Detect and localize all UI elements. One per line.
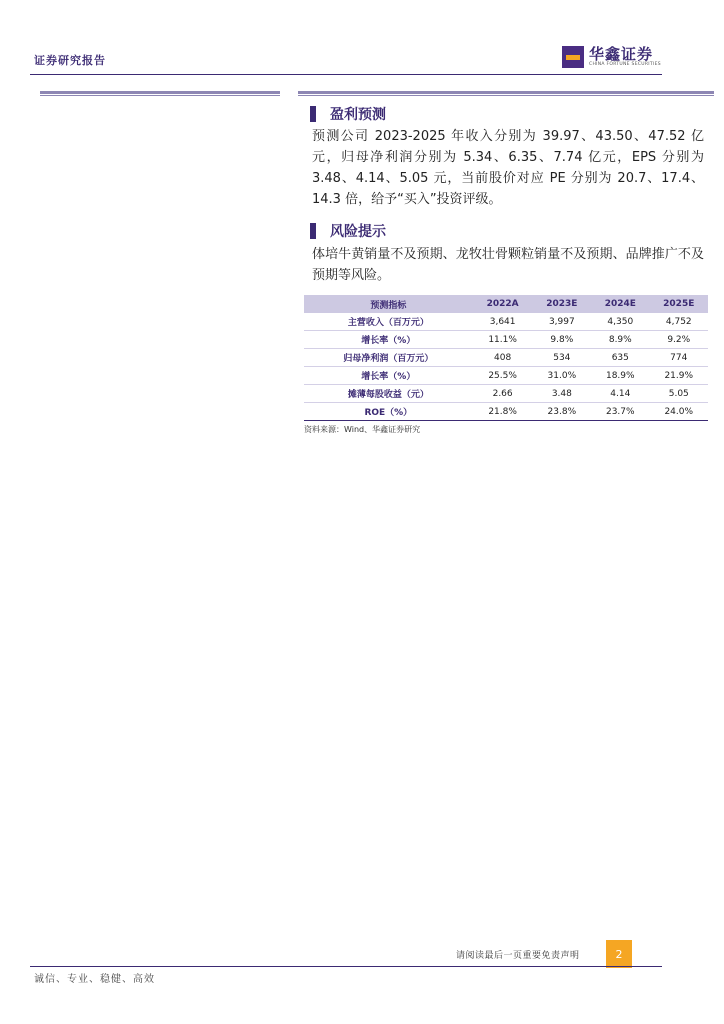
disclaimer-link[interactable]: 请阅读最后一页重要免责声明 — [456, 951, 580, 961]
table-row — [304, 331, 708, 349]
forecast-table — [304, 295, 708, 421]
company-logo — [562, 46, 661, 68]
table-header-cell: 2024E — [591, 295, 649, 313]
table-cell: 8.9% — [591, 331, 649, 349]
table-cell: 24.0% — [650, 403, 708, 421]
row-label: 增长率（%） — [304, 331, 473, 349]
table-row — [304, 349, 708, 367]
row-label: 主营收入（百万元） — [304, 313, 473, 331]
table-cell: 9.8% — [533, 331, 591, 349]
table-cell: 11.1% — [473, 331, 533, 349]
table-cell: 21.8% — [473, 403, 533, 421]
main-divider — [298, 91, 714, 94]
table-cell: 774 — [650, 349, 708, 367]
report-type-label: 证券研究报告 — [34, 54, 106, 67]
forecast-section-title — [310, 104, 386, 124]
risk-paragraph: 体培牛黄销量不及预期、龙牧壮骨颗粒销量不及预期、品牌推广不及预期等风险。 — [312, 247, 704, 283]
table-cell: 635 — [591, 349, 649, 367]
row-label: ROE（%） — [304, 403, 473, 421]
table-cell: 9.2% — [650, 331, 708, 349]
logo-subtext: CHINA FORTUNE SECURITIES — [589, 62, 661, 67]
table-cell: 4,350 — [591, 313, 649, 331]
forecast-paragraph: 预测公司 2023-2025 年收入分别为 39.97、43.50、47.52 亿元，归母净利润分别为 5.34、6.35、7.74 亿元，EPS 分别为 3.48、4.14、5.05 元，当前股价对应 PE 分别为 20.7、17.4、14.3 倍，给予“买入”投资评级。 — [312, 129, 704, 207]
table-cell: 4,752 — [650, 313, 708, 331]
row-label: 摊薄每股收益（元） — [304, 385, 473, 403]
header-divider — [30, 74, 662, 75]
table-row — [304, 367, 708, 385]
table-cell: 21.9% — [650, 367, 708, 385]
table-header-row — [304, 295, 708, 313]
risk-section-title — [310, 221, 386, 241]
table-cell: 25.5% — [473, 367, 533, 385]
section-marker-icon — [310, 223, 316, 239]
table-cell: 18.9% — [591, 367, 649, 385]
footer-motto: 诚信、专业、稳健、高效 — [34, 974, 155, 985]
table-cell: 3,641 — [473, 313, 533, 331]
table-cell: 23.8% — [533, 403, 591, 421]
table-cell: 3.48 — [533, 385, 591, 403]
table-cell: 31.0% — [533, 367, 591, 385]
table-source-note: 资料来源：Wind、华鑫证券研究 — [304, 425, 421, 434]
table-cell: 4.14 — [591, 385, 649, 403]
table-cell: 534 — [533, 349, 591, 367]
table-cell: 3,997 — [533, 313, 591, 331]
forecast-title-text: 盈利预测 — [330, 107, 386, 123]
table-cell: 2.66 — [473, 385, 533, 403]
table-header-cell: 2025E — [650, 295, 708, 313]
table-cell: 5.05 — [650, 385, 708, 403]
logo-mark-icon — [562, 46, 584, 68]
row-label: 增长率（%） — [304, 367, 473, 385]
table-row — [304, 385, 708, 403]
table-row — [304, 313, 708, 331]
table-header-cell: 2023E — [533, 295, 591, 313]
table-cell: 408 — [473, 349, 533, 367]
table-cell: 23.7% — [591, 403, 649, 421]
risk-title-text: 风险提示 — [330, 224, 386, 240]
sidebar-divider — [40, 91, 280, 94]
page-number: 2 — [606, 940, 632, 968]
table-header-cell: 预测指标 — [304, 295, 473, 313]
row-label: 归母净利润（百万元） — [304, 349, 473, 367]
section-marker-icon — [310, 106, 316, 122]
logo-text: 华鑫证券 — [589, 45, 654, 63]
table-header-cell: 2022A — [473, 295, 533, 313]
table-row — [304, 403, 708, 421]
footer-divider — [30, 966, 662, 967]
